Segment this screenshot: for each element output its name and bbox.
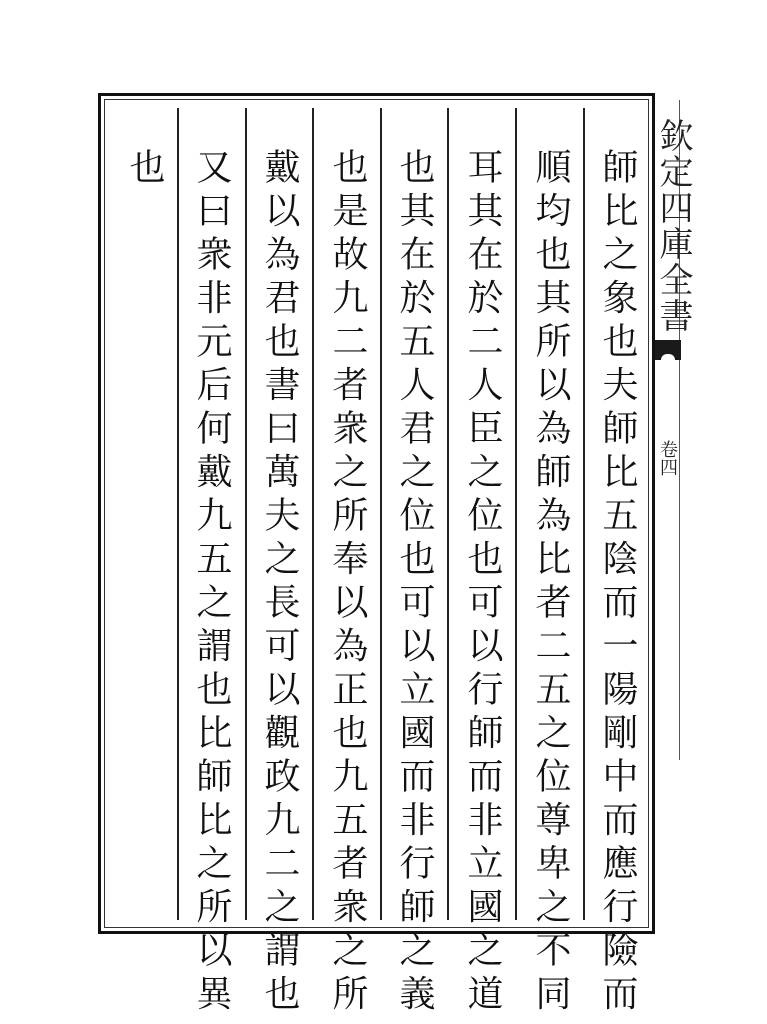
text-column-6: 戴以為君也書曰萬夫之長可以觀政九二之謂也 xyxy=(259,148,300,1018)
text-column-5: 也是故九二者衆之所奉以為正也九五者衆之所 xyxy=(327,148,368,1018)
column-rule xyxy=(312,108,314,920)
column-rule xyxy=(380,108,382,920)
volume-label: 卷四 xyxy=(657,440,678,476)
column-rule xyxy=(447,108,449,920)
text-column-3: 耳其在於二人臣之位也可以行師而非立國之道 xyxy=(462,148,503,1018)
fish-tail-mark-icon xyxy=(655,340,681,360)
text-column-2: 順均也其所以為師為比者二五之位尊卑之不同 xyxy=(530,148,571,1018)
text-column-7: 又曰衆非元后何戴九五之謂也比師比之所以異 xyxy=(191,148,232,1018)
text-column-1: 師比之象也夫師比五陰而一陽剛中而應行險而 xyxy=(597,148,638,1018)
column-rule xyxy=(245,108,247,920)
book-title: 欽定四庫全書 xyxy=(653,118,693,334)
text-column-4: 也其在於五人君之位也可以立國而非行師之義 xyxy=(394,148,435,1018)
column-rule xyxy=(583,108,585,920)
text-column-8: 也 xyxy=(124,148,165,192)
column-rule xyxy=(515,108,517,920)
column-rule xyxy=(177,108,179,920)
